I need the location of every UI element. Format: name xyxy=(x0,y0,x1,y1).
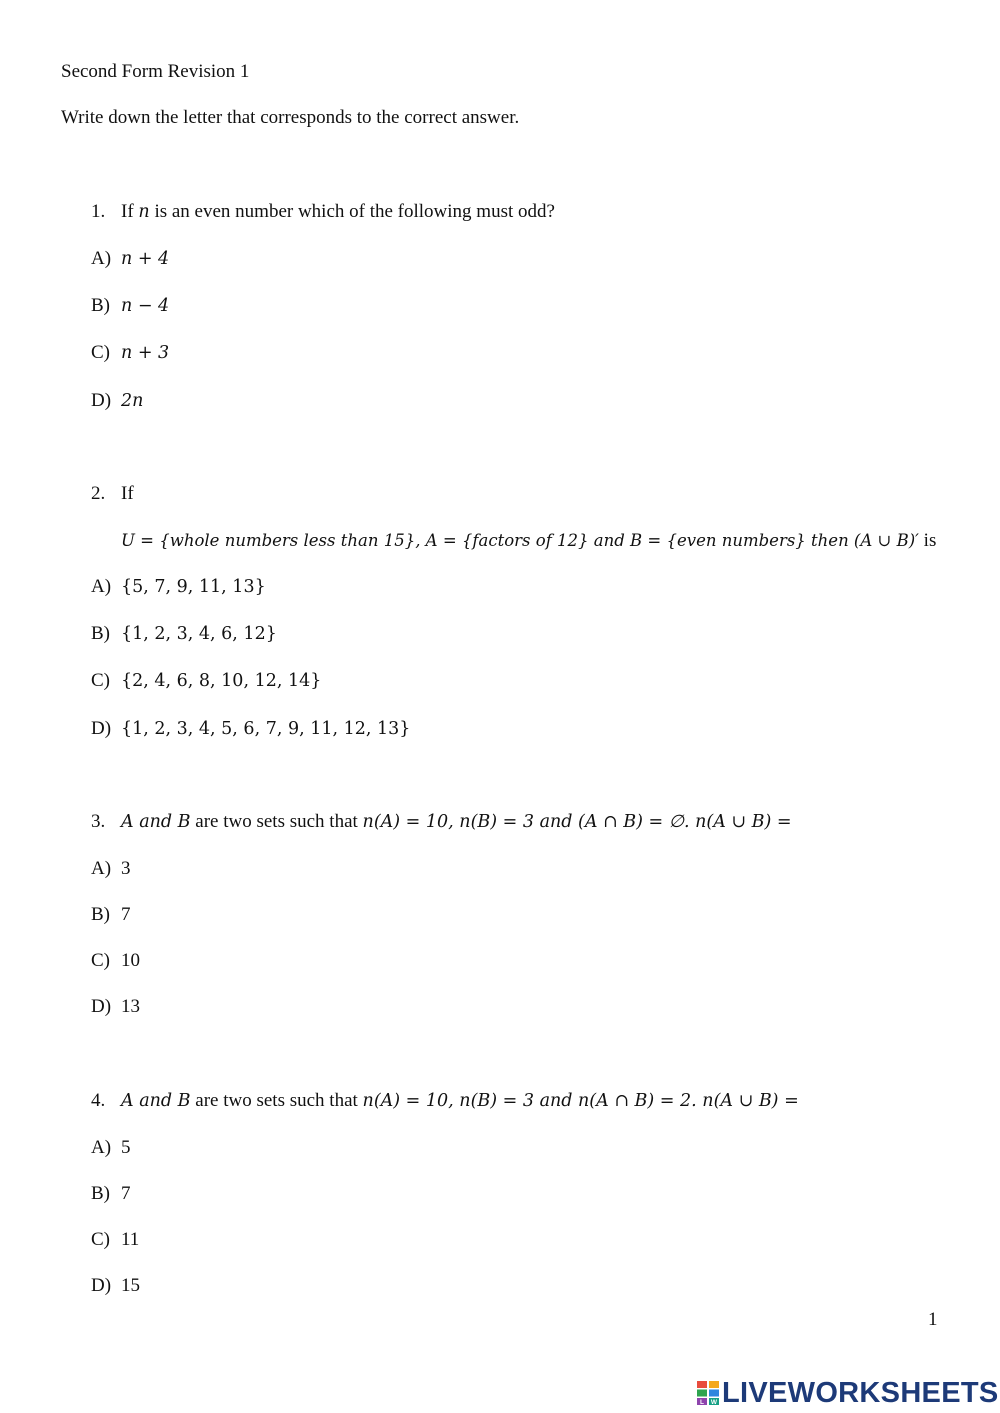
q2-option-d[interactable] xyxy=(91,718,410,740)
q4-option-a[interactable] xyxy=(91,1137,131,1159)
question-4 xyxy=(91,1090,799,1112)
q2-option-b[interactable] xyxy=(91,623,277,645)
question-number: 1. xyxy=(91,201,106,222)
option-text: 11 xyxy=(121,1229,140,1250)
math-expression: A and B xyxy=(121,1091,191,1111)
option-text: 13 xyxy=(121,996,140,1017)
q3-option-d[interactable] xyxy=(91,996,140,1018)
question-number: 2. xyxy=(91,483,106,504)
option-letter: B) xyxy=(91,904,110,925)
option-text: {1, 2, 3, 4, 5, 6, 7, 9, 11, 12, 13} xyxy=(121,719,411,739)
option-text: 5 xyxy=(121,1137,131,1158)
math-expression: n(A) = 10, n(B) = 3 and (A ∩ B) = ∅. n(A ∪ B) = xyxy=(362,812,792,832)
q3-option-b[interactable] xyxy=(91,904,131,926)
question-1 xyxy=(91,201,555,223)
q4-option-b[interactable] xyxy=(91,1183,131,1205)
q1-option-d[interactable] xyxy=(91,390,143,412)
option-letter: B) xyxy=(91,295,110,316)
option-text: {2, 4, 6, 8, 10, 12, 14} xyxy=(121,671,322,691)
q3-option-c[interactable] xyxy=(91,950,140,972)
q1-option-b[interactable] xyxy=(91,295,169,317)
instruction: Write down the letter that corresponds to the correct answer. xyxy=(61,107,520,128)
question-text: is an even number which of the following must odd? xyxy=(149,201,555,222)
option-letter: C) xyxy=(91,1229,110,1250)
q3-option-a[interactable] xyxy=(91,858,131,880)
question-number: 4. xyxy=(91,1090,106,1111)
option-text: 7 xyxy=(121,904,131,925)
option-letter: B) xyxy=(91,623,110,644)
logo-letter-l: L xyxy=(700,1399,704,1405)
option-text: 2n xyxy=(121,391,144,411)
set-expression: U = {whole numbers less than 15}, A = {factors of 12} and B = {even numbers} then (A ∪ B)′ xyxy=(121,531,919,550)
q2-option-c[interactable] xyxy=(91,670,321,692)
option-letter: A) xyxy=(91,858,112,879)
option-letter: A) xyxy=(91,576,112,597)
option-letter: C) xyxy=(91,342,110,363)
option-letter: B) xyxy=(91,1183,110,1204)
math-expression: n(A) = 10, n(B) = 3 and n(A ∩ B) = 2. n(A ∪ B) = xyxy=(362,1091,799,1111)
option-letter: D) xyxy=(91,996,112,1017)
option-text: 10 xyxy=(121,950,140,971)
math-expression: A and B xyxy=(121,812,191,832)
option-text: 15 xyxy=(121,1275,140,1296)
option-text: n + 3 xyxy=(121,343,170,363)
option-letter: C) xyxy=(91,670,110,691)
option-text: n − 4 xyxy=(121,296,170,316)
option-letter: D) xyxy=(91,1275,112,1296)
option-letter: D) xyxy=(91,718,112,739)
option-text: {1, 2, 3, 4, 6, 12} xyxy=(121,624,277,644)
q1-option-a[interactable] xyxy=(91,248,169,270)
option-letter: A) xyxy=(91,1137,112,1158)
question-2 xyxy=(91,483,134,505)
worksheet-title: Second Form Revision 1 xyxy=(61,61,250,82)
page-number: 1 xyxy=(928,1309,938,1330)
option-text: {5, 7, 9, 11, 13} xyxy=(121,577,266,597)
option-letter: D) xyxy=(91,390,112,411)
liveworksheets-logo[interactable] xyxy=(697,1376,999,1410)
question-text: is xyxy=(918,530,937,551)
question-text: If xyxy=(121,201,139,222)
question-2-expression xyxy=(121,530,936,552)
question-text: are two sets such that xyxy=(190,1090,363,1111)
q1-option-c[interactable] xyxy=(91,342,169,364)
question-number: 3. xyxy=(91,811,106,832)
q2-option-a[interactable] xyxy=(91,576,266,598)
question-text: are two sets such that xyxy=(190,811,363,832)
q4-option-c[interactable] xyxy=(91,1229,139,1251)
math-variable: n xyxy=(138,202,150,222)
option-letter: C) xyxy=(91,950,110,971)
question-text: If xyxy=(121,483,134,504)
question-3 xyxy=(91,811,792,833)
logo-letter-w: W xyxy=(710,1399,718,1405)
option-text: n + 4 xyxy=(121,249,170,269)
q4-option-d[interactable] xyxy=(91,1275,140,1297)
option-letter: A) xyxy=(91,248,112,269)
option-text: 3 xyxy=(121,858,131,879)
blocks-logo-icon xyxy=(697,1381,719,1405)
option-text: 7 xyxy=(121,1183,131,1204)
logo-text: LIVEWORKSHEETS xyxy=(722,1376,999,1409)
